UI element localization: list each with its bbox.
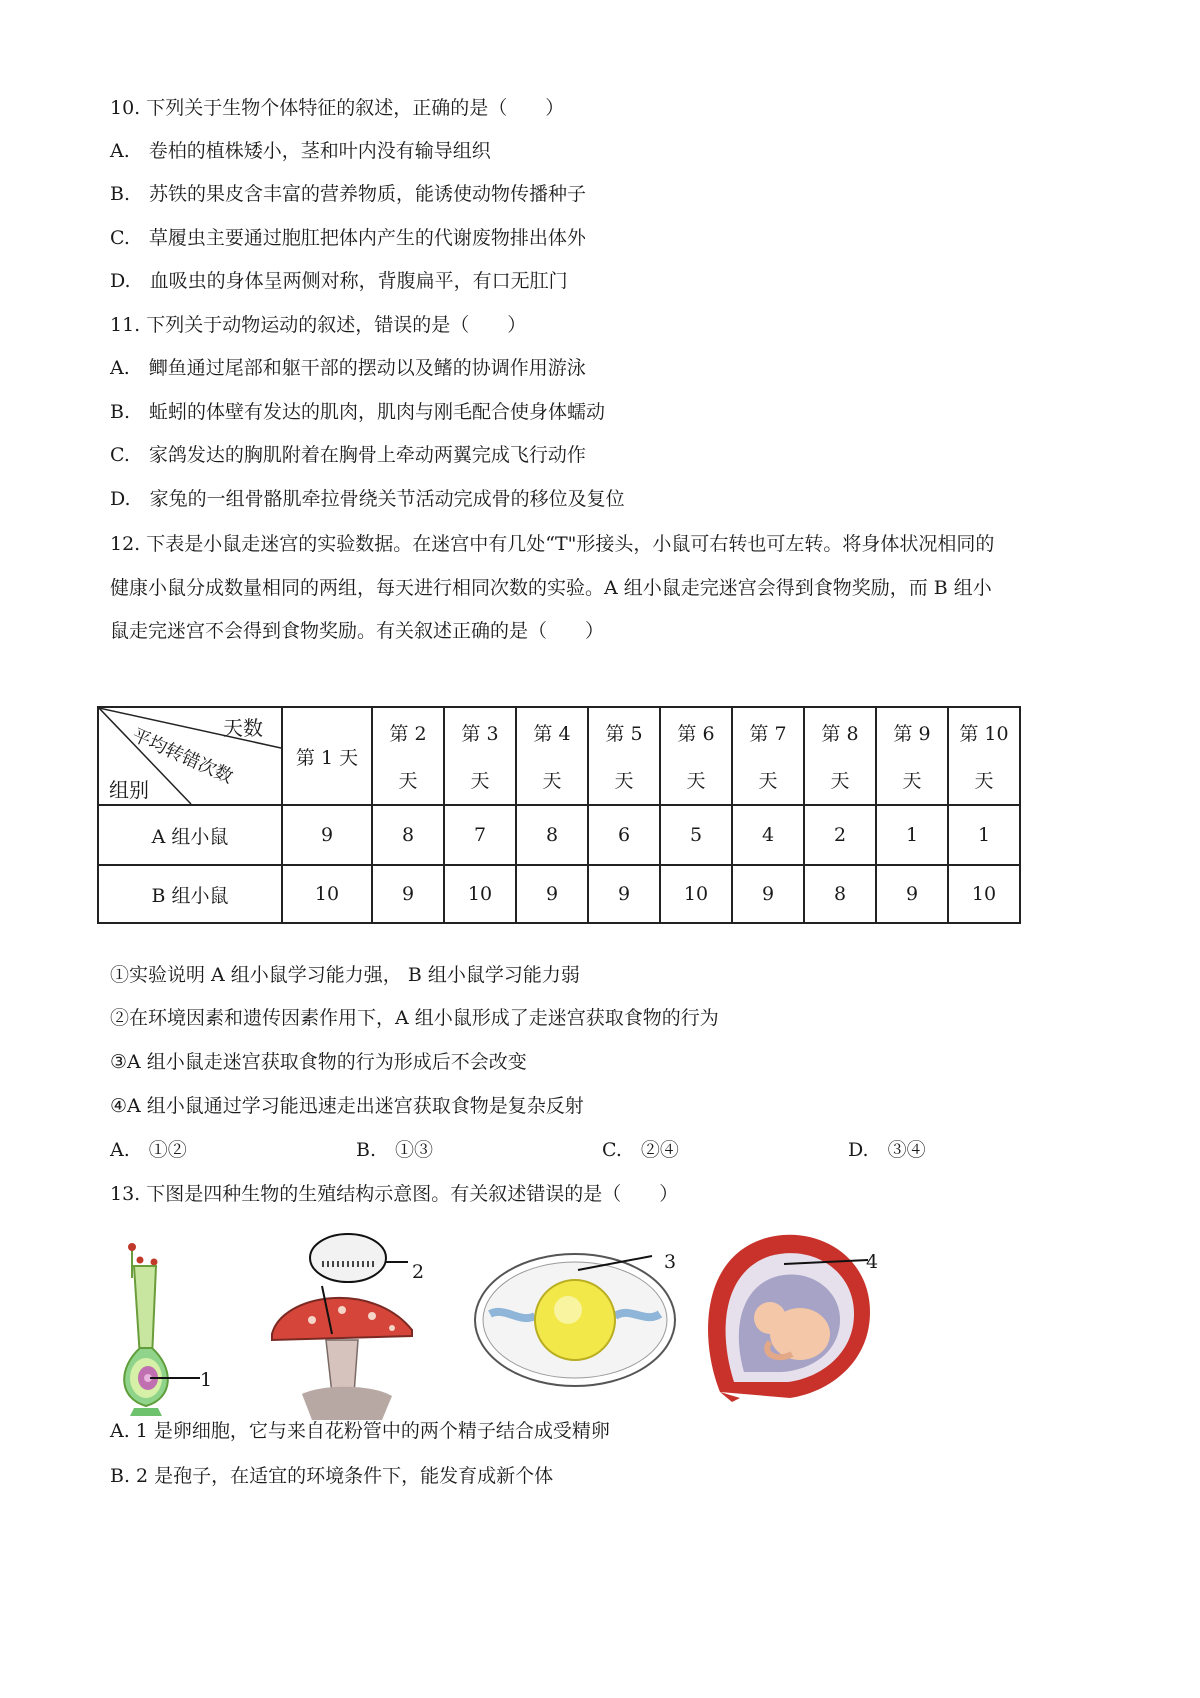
q11-option-c: C. 家鸽发达的胸肌附着在胸骨上牵动两翼完成飞行动作	[110, 444, 586, 466]
q12-choice-c: C. ②④	[602, 1139, 679, 1161]
group-a-label: A 组小鼠	[98, 805, 282, 865]
figure-label-4: 4	[866, 1251, 879, 1273]
group-b-day-4: 9	[516, 865, 588, 923]
day-9-unit: 天	[902, 770, 922, 792]
group-a-day-6: 5	[660, 805, 732, 865]
table-header-day-1	[282, 707, 372, 805]
group-a-day-10: 1	[948, 805, 1020, 865]
group-a-day-8: 2	[804, 805, 876, 865]
figure-label-3: 3	[664, 1251, 677, 1273]
table-row-group-b	[98, 865, 1020, 923]
mushroom-illustration	[262, 1224, 425, 1424]
day-6-label: 第 6	[677, 723, 715, 745]
day-9-label: 第 9	[893, 723, 931, 745]
q11-option-b: B. 蚯蚓的体壁有发达的肌肉，肌肉与刚毛配合使身体蠕动	[110, 401, 606, 423]
table-header-day-10	[948, 707, 1020, 805]
group-b-day-9: 9	[876, 865, 948, 923]
day-3-unit: 天	[470, 770, 490, 792]
day-10-unit: 天	[974, 770, 994, 792]
group-b-day-6: 10	[660, 865, 732, 923]
q12-choice-a: A. ①②	[110, 1139, 187, 1161]
group-b-day-2: 9	[372, 865, 444, 923]
q12-statement-4: ④A 组小鼠通过学习能迅速走出迷宫获取食物是复杂反射	[110, 1095, 584, 1117]
table-header-day-8	[804, 707, 876, 805]
q13-stem: 13. 下图是四种生物的生殖结构示意图。有关叙述错误的是（ ）	[110, 1183, 679, 1205]
table-corner-cell	[98, 707, 282, 805]
day-6-unit: 天	[686, 770, 706, 792]
table-header-row	[98, 707, 1020, 805]
corner-errors-label: 平均转错次数	[128, 724, 236, 788]
q12-statement-1: ①实验说明 A 组小鼠学习能力强， B 组小鼠学习能力弱	[110, 964, 580, 986]
figure-label-2: 2	[412, 1261, 425, 1283]
day-7-unit: 天	[758, 770, 778, 792]
q12-stem-line-2: 健康小鼠分成数量相同的两组，每天进行相同次数的实验。A 组小鼠走完迷宫会得到食物奖励，而 B 组小	[110, 577, 992, 599]
day-5-label: 第 5	[605, 723, 643, 745]
q10-option-b: B. 苏铁的果皮含丰富的营养物质，能诱使动物传播种子	[110, 183, 587, 205]
group-b-day-3: 10	[444, 865, 516, 923]
table-header-day-4	[516, 707, 588, 805]
table-header-day-9	[876, 707, 948, 805]
table-header-day-5	[588, 707, 660, 805]
day-8-label: 第 8	[821, 723, 859, 745]
q12-choice-d: D. ③④	[848, 1139, 926, 1161]
group-b-day-8: 8	[804, 865, 876, 923]
group-a-day-2: 8	[372, 805, 444, 865]
q11-stem: 11. 下列关于动物运动的叙述，错误的是（ ）	[110, 314, 527, 336]
day-4-label: 第 4	[533, 723, 571, 745]
day-5-unit: 天	[614, 770, 634, 792]
group-a-day-1: 9	[282, 805, 372, 865]
maze-data-table	[97, 706, 1021, 924]
group-b-day-1: 10	[282, 865, 372, 923]
group-b-day-7: 9	[732, 865, 804, 923]
flower-pistil-illustration	[110, 1238, 250, 1418]
q10-option-d: D. 血吸虫的身体呈两侧对称，背腹扁平，有口无肛门	[110, 270, 568, 292]
group-b-day-5: 9	[588, 865, 660, 923]
table-row-group-a	[98, 805, 1020, 865]
corner-days-label: 天数	[223, 716, 263, 740]
q12-stem-line-1: 12. 下表是小鼠走迷宫的实验数据。在迷宫中有几处“T"形接头，小鼠可右转也可左转。将身体状况相同的	[110, 533, 995, 555]
group-a-day-7: 4	[732, 805, 804, 865]
q12-statement-2: ②在环境因素和遗传因素作用下，A 组小鼠形成了走迷宫获取食物的行为	[110, 1007, 719, 1029]
q12-choice-b: B. ①③	[356, 1139, 434, 1161]
q10-option-c: C. 草履虫主要通过胞肛把体内产生的代谢废物排出体外	[110, 227, 586, 249]
group-a-day-4: 8	[516, 805, 588, 865]
day-10-label: 第 10	[959, 723, 1009, 745]
day-2-label: 第 2	[389, 723, 427, 745]
group-b-day-10: 10	[948, 865, 1020, 923]
q12-statement-3: ③A 组小鼠走迷宫获取食物的行为形成后不会改变	[110, 1051, 527, 1073]
day-7-label: 第 7	[749, 723, 787, 745]
group-a-day-3: 7	[444, 805, 516, 865]
group-b-label: B 组小鼠	[98, 865, 282, 923]
q11-option-d: D. 家兔的一组骨骼肌牵拉骨绕关节活动完成骨的移位及复位	[110, 488, 625, 510]
fetus-uterus-illustration	[700, 1222, 880, 1402]
group-a-day-5: 6	[588, 805, 660, 865]
egg-illustration	[470, 1250, 680, 1390]
q13-option-b: B. 2 是孢子，在适宜的环境条件下，能发育成新个体	[110, 1465, 554, 1487]
day-8-unit: 天	[830, 770, 850, 792]
table-header-day-3	[444, 707, 516, 805]
day-1-label: 第 1 天	[295, 746, 359, 769]
q10-option-a: A. 卷柏的植株矮小，茎和叶内没有输导组织	[110, 140, 491, 162]
q13-option-a: A. 1 是卵细胞，它与来自花粉管中的两个精子结合成受精卵	[110, 1420, 610, 1442]
table-header-day-2	[372, 707, 444, 805]
group-a-day-9: 1	[876, 805, 948, 865]
table-header-day-6	[660, 707, 732, 805]
q11-option-a: A. 鲫鱼通过尾部和躯干部的摆动以及鳍的协调作用游泳	[110, 357, 586, 379]
corner-group-label: 组别	[109, 778, 149, 802]
table-header-day-7	[732, 707, 804, 805]
q12-stem-line-3: 鼠走完迷宫不会得到食物奖励。有关叙述正确的是（ ）	[110, 620, 605, 642]
day-2-unit: 天	[398, 770, 418, 792]
day-4-unit: 天	[542, 770, 562, 792]
figure-label-1: 1	[200, 1369, 213, 1391]
q10-stem: 10. 下列关于生物个体特征的叙述，正确的是（ ）	[110, 97, 565, 119]
day-3-label: 第 3	[461, 723, 499, 745]
